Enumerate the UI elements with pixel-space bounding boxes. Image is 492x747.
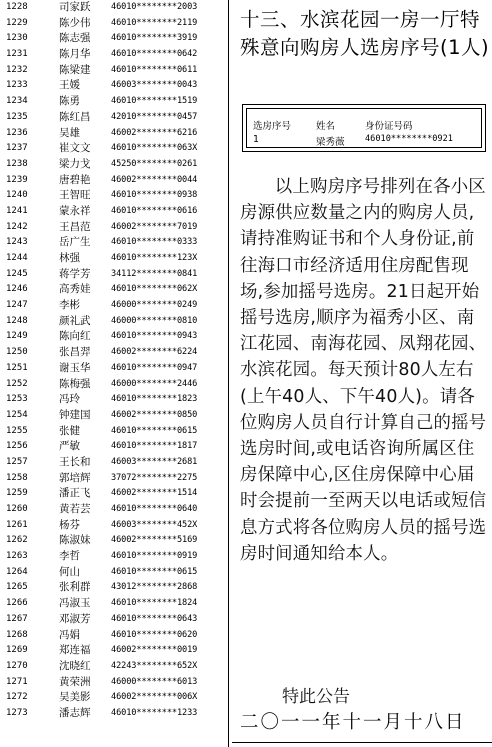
list-item-seq: 1238 [6, 158, 28, 169]
list-item-seq: 1234 [6, 96, 28, 107]
list-item-id: 46010********1824 [111, 598, 198, 609]
list-item [0, 235, 228, 251]
list-item-name: 郭培辉 [59, 471, 91, 484]
list-item-name: 崔文文 [59, 142, 91, 155]
list-item-name: 高秀娃 [59, 283, 91, 296]
list-item [0, 345, 228, 361]
list-item-id: 46010********0611 [111, 64, 198, 75]
list-item-name: 冯淑玉 [59, 597, 91, 610]
list-item-name: 林强 [59, 252, 80, 264]
list-item-id: 46010********0642 [111, 49, 198, 60]
list-item-name: 陈向红 [59, 330, 91, 343]
list-item-seq: 1265 [6, 582, 28, 593]
list-item-name: 陈志强 [59, 32, 91, 45]
row-name: 梁秀薇 [316, 137, 345, 148]
list-item [0, 612, 228, 628]
list-item-seq: 1244 [6, 253, 28, 263]
list-item-name: 冯玲 [59, 393, 80, 406]
list-item [0, 361, 228, 377]
list-item-id: 46010********0620 [111, 629, 198, 640]
list-item-id: 46010********1519 [111, 96, 198, 107]
list-item [0, 298, 228, 314]
list-item-name: 郑连福 [59, 644, 91, 657]
list-item-name: 张健 [59, 424, 80, 437]
list-item [0, 157, 228, 173]
list-item-name: 蒙永祥 [59, 204, 91, 217]
list-item [0, 110, 228, 126]
notice-body [240, 174, 490, 567]
list-item-id: 46000********0810 [111, 315, 198, 326]
list-item-seq: 1236 [6, 127, 28, 138]
list-item [0, 31, 228, 47]
list-item [0, 126, 228, 142]
list-item-name: 严敏 [59, 440, 80, 453]
list-item-id: 46010********0938 [111, 190, 198, 201]
list-item-seq: 1241 [6, 205, 28, 216]
list-item-name: 黄若芸 [59, 503, 91, 515]
list-item [0, 282, 228, 298]
list-item-seq: 1235 [6, 111, 28, 122]
list-item-id: 46010********2119 [111, 17, 198, 28]
list-item [0, 173, 228, 189]
list-item-seq: 1253 [6, 394, 28, 405]
list-item [0, 675, 228, 691]
list-item [0, 659, 228, 675]
list-item-name: 张昌羿 [59, 346, 91, 359]
list-item [0, 377, 228, 393]
list-item-name: 何山 [59, 565, 80, 578]
row-id: 46010********0921 [365, 134, 453, 144]
list-item-seq: 1254 [6, 409, 28, 420]
list-item-name: 陈淑妹 [59, 534, 91, 547]
list-item-id: 37072********2275 [111, 472, 198, 483]
list-item-seq: 1261 [6, 519, 28, 530]
list-item-name: 钟建国 [59, 408, 91, 421]
special-applicant-table [242, 104, 486, 152]
list-item-seq: 1237 [6, 143, 28, 154]
list-item-name: 潘正飞 [59, 487, 91, 500]
list-item-id: 46010********123X [111, 253, 198, 263]
list-item [0, 455, 228, 471]
list-item-id: 46002********6224 [111, 347, 198, 358]
list-item-seq: 1260 [6, 504, 28, 514]
list-item [0, 580, 228, 596]
table-inner-border [246, 108, 482, 148]
list-item-name: 唐碧艳 [59, 173, 91, 186]
list-item-seq: 1249 [6, 331, 28, 342]
list-item-id: 46003********2681 [111, 456, 198, 467]
list-item-name: 岳广生 [59, 236, 91, 249]
list-item-seq: 1229 [6, 17, 28, 28]
list-item-seq: 1245 [6, 268, 28, 279]
list-item-id: 46010********0616 [111, 205, 198, 216]
list-item-id: 46010********0943 [111, 331, 198, 342]
list-item-seq: 1259 [6, 488, 28, 499]
list-item [0, 16, 228, 32]
list-item-seq: 1258 [6, 472, 28, 483]
bottom-rule [232, 742, 492, 743]
list-item [0, 518, 228, 534]
list-item [0, 392, 228, 408]
list-item-name: 谢玉华 [59, 361, 91, 374]
list-item-seq: 1256 [6, 441, 28, 452]
list-item-id: 46010********0919 [111, 551, 198, 562]
list-item-seq: 1233 [6, 80, 28, 91]
list-item-id: 42010********0457 [111, 111, 198, 122]
row-seq: 1 [253, 134, 260, 145]
list-item [0, 486, 228, 502]
list-item-seq: 1269 [6, 645, 28, 656]
list-item-id: 46000********6013 [111, 676, 198, 687]
list-item-id: 46010********0333 [111, 237, 198, 248]
list-item-seq: 1231 [6, 49, 28, 60]
list-item-id: 46010********3919 [111, 33, 198, 44]
list-item [0, 690, 228, 706]
list-item-id: 46010********1233 [111, 707, 198, 718]
list-item-name: 王媛 [59, 79, 80, 92]
list-item [0, 188, 228, 204]
list-item-seq: 1243 [6, 237, 28, 248]
list-item-seq: 1239 [6, 174, 28, 185]
list-item-id: 46002********7019 [111, 221, 198, 232]
list-item-seq: 1270 [6, 660, 28, 671]
header-name: 姓名 [316, 121, 336, 132]
list-item-name: 潘志辉 [59, 706, 91, 719]
section-title: 十三、水滨花园一房一厅特殊意向购房人选房序号(1人) [240, 8, 490, 59]
list-item-seq: 1257 [6, 456, 28, 467]
list-item-name: 司家跃 [59, 1, 91, 13]
list-item-name: 王智旺 [59, 189, 91, 202]
list-item-id: 46002********006X [111, 692, 198, 703]
list-item [0, 643, 228, 659]
list-item-seq: 1228 [6, 2, 28, 12]
list-item-name: 王昌范 [59, 220, 91, 233]
list-item-id: 46010********1823 [111, 394, 198, 405]
list-item [0, 533, 228, 549]
list-item [0, 408, 228, 424]
list-item-id: 34112********0841 [111, 268, 198, 279]
list-item-id: 46010********2003 [111, 2, 198, 12]
list-item-id: 46002********1514 [111, 488, 198, 499]
list-item-name: 杨芬 [59, 518, 80, 531]
list-item-name: 陈少伟 [59, 16, 91, 29]
list-item-name: 黄荣洲 [59, 675, 91, 688]
list-item-name: 吴美影 [59, 691, 91, 704]
list-item [0, 706, 228, 722]
closing-text: 特此公告 [282, 687, 350, 707]
list-item-name: 颜礼武 [59, 314, 91, 327]
list-item [0, 47, 228, 63]
list-item-name: 蒋学芳 [59, 267, 91, 280]
list-item [0, 267, 228, 283]
list-item-seq: 1272 [6, 692, 28, 703]
list-item [0, 204, 228, 220]
list-item-name: 李哲 [59, 550, 80, 563]
list-item-id: 46010********0643 [111, 613, 198, 624]
list-item [0, 424, 228, 440]
list-item [0, 0, 228, 16]
list-item-id: 46002********6216 [111, 127, 198, 138]
list-item-id: 46010********0615 [111, 425, 198, 436]
list-item-id: 46010********062X [111, 284, 198, 295]
list-item-seq: 1248 [6, 315, 28, 326]
list-item-id: 46003********0043 [111, 80, 198, 91]
list-item-seq: 1242 [6, 221, 28, 232]
list-item-id: 46002********5169 [111, 535, 198, 546]
list-item-seq: 1263 [6, 551, 28, 562]
list-item-name: 王长和 [59, 455, 91, 468]
list-item-id: 46010********0615 [111, 566, 198, 577]
list-item [0, 94, 228, 110]
list-item-name: 陈红昌 [59, 110, 91, 123]
notice-body-text: 以上购房序号排列在各小区房源供应数量之内的购房人员,请持准购证书和个人身份证,前往海口市经济适用住房配售现场,参加摇号选房。21日起开始摇号选房,顺序为福秀小区、南江花园、南海花园、凤翔花园、水滨花园。每天预计80人左右(上午40人、下午40人)。请各位购房人员自行计算自己的摇号选房时间,或电话咨询所属区住房保障中心,区住房保障中心届时会提前一至两天以电话或短信息方式将各位购房人员的摇号选房时间通知给本人。 [240, 177, 487, 564]
list-item [0, 251, 228, 267]
list-item [0, 471, 228, 487]
list-item-id: 46002********0019 [111, 645, 198, 656]
list-item [0, 628, 228, 644]
list-item [0, 549, 228, 565]
notice-date: 二〇一一年十一月十八日 [240, 712, 466, 733]
list-item-seq: 1247 [6, 300, 28, 311]
list-item-name: 陈梁建 [59, 63, 91, 76]
list-item [0, 141, 228, 157]
list-item [0, 314, 228, 330]
list-item-name: 张利群 [59, 581, 91, 594]
list-item [0, 565, 228, 581]
list-item [0, 596, 228, 612]
list-item-seq: 1230 [6, 33, 28, 44]
list-item-id: 45250********0261 [111, 158, 198, 169]
list-item-name: 冯娟 [59, 628, 80, 641]
list-item-id: 46010********1817 [111, 441, 198, 452]
list-item-seq: 1250 [6, 347, 28, 358]
list-item-name: 梁力戈 [59, 157, 91, 170]
notice-column [236, 0, 490, 747]
list-item-id: 46010********0947 [111, 362, 198, 373]
list-item-name: 李彬 [59, 299, 80, 312]
list-item-name: 邓淑芳 [59, 612, 91, 625]
list-item [0, 502, 228, 518]
list-item-seq: 1264 [6, 566, 28, 577]
list-item-id: 42243********652X [111, 660, 198, 671]
list-item-id: 46010********063X [111, 143, 198, 154]
list-item-id: 46002********0044 [111, 174, 198, 185]
header-seq: 选房序号 [253, 121, 292, 132]
list-item-seq: 1271 [6, 676, 28, 687]
applicant-list [0, 0, 229, 747]
list-item [0, 329, 228, 345]
list-item-seq: 1268 [6, 629, 28, 640]
list-item-seq: 1262 [6, 535, 28, 546]
list-item [0, 220, 228, 236]
list-item-id: 46003********452X [111, 519, 198, 530]
list-item-name: 陈勇 [59, 95, 80, 108]
list-item-name: 陈梅强 [59, 377, 91, 390]
list-item-seq: 1240 [6, 190, 28, 201]
list-item-seq: 1252 [6, 378, 28, 389]
list-item [0, 439, 228, 455]
list-item-seq: 1255 [6, 425, 28, 436]
list-item-id: 43012********2868 [111, 582, 198, 593]
header-id: 身份证号码 [365, 121, 413, 132]
list-item-id: 46000********2446 [111, 378, 198, 389]
list-item-name: 陈月华 [59, 48, 91, 61]
list-item-name: 吴雄 [59, 126, 80, 139]
list-item-id: 46010********0640 [111, 504, 198, 514]
list-item-seq: 1273 [6, 707, 28, 718]
list-item [0, 63, 228, 79]
list-item-seq: 1267 [6, 613, 28, 624]
list-item-seq: 1246 [6, 284, 28, 295]
list-item-id: 46000********0249 [111, 300, 198, 311]
list-item [0, 78, 228, 94]
list-item-name: 沈晓红 [59, 659, 91, 672]
list-item-seq: 1266 [6, 598, 28, 609]
list-item-seq: 1251 [6, 362, 28, 373]
list-item-seq: 1232 [6, 64, 28, 75]
list-item-id: 46002********0850 [111, 409, 198, 420]
